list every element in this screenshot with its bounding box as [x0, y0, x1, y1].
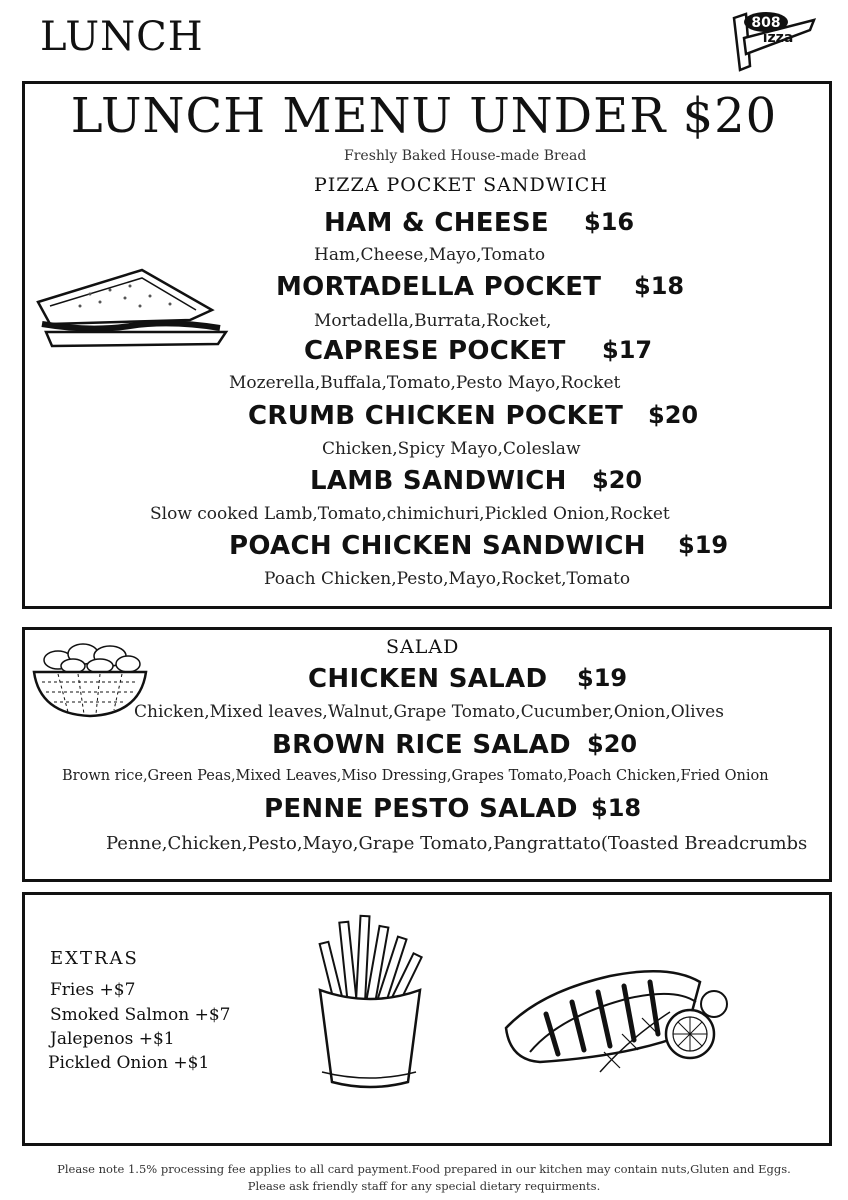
menu-title: LUNCH MENU UNDER $20: [70, 88, 778, 144]
menu-item-name: CAPRESE POCKET: [304, 336, 566, 366]
extras-title: EXTRAS: [50, 948, 139, 969]
menu-item-description: Mortadella,Burrata,Rocket,: [314, 311, 552, 331]
salad-item-price: $20: [587, 730, 638, 758]
menu-item-price: $18: [634, 272, 685, 300]
extra-item: Jalepenos +$1: [50, 1029, 175, 1049]
menu-item-price: $19: [678, 531, 729, 559]
menu-item-price: $20: [592, 466, 643, 494]
sandwich-icon: [30, 262, 230, 358]
menu-item-description: Slow cooked Lamb,Tomato,chimichuri,Pickled Onion,Rocket: [150, 504, 670, 524]
pizza-logo: [726, 8, 818, 74]
salad-item-description: Brown rice,Green Peas,Mixed Leaves,Miso Dressing,Grapes Tomato,Poach Chicken,Fried Onion: [62, 768, 769, 784]
menu-item-name: MORTADELLA POCKET: [276, 272, 602, 302]
svg-text:izza: izza: [762, 30, 794, 46]
svg-text:808: 808: [751, 15, 781, 31]
extra-item: Smoked Salmon +$7: [50, 1005, 231, 1025]
menu-item-description: Chicken,Spicy Mayo,Coleslaw: [322, 439, 581, 459]
menu-item-description: Mozerella,Buffala,Tomato,Pesto Mayo,Rocket: [229, 373, 621, 393]
menu-item-description: Poach Chicken,Pesto,Mayo,Rocket,Tomato: [264, 569, 631, 589]
salad-item-price: $19: [577, 664, 628, 692]
menu-item-name: POACH CHICKEN SANDWICH: [229, 531, 646, 561]
extra-item: Fries +$7: [50, 980, 136, 1000]
salad-item-description: Chicken,Mixed leaves,Walnut,Grape Tomato,Cucumber,Onion,Olives: [134, 702, 724, 722]
footer-dietary-note: Please ask friendly staff for any special dietary requirments.: [247, 1179, 601, 1193]
salad-item-description: Penne,Chicken,Pesto,Mayo,Grape Tomato,Pangrattato(Toasted Breadcrumbs: [106, 833, 808, 854]
page-title: LUNCH: [40, 14, 204, 60]
menu-subtitle: Freshly Baked House-made Bread: [344, 148, 587, 164]
salad-item-name: BROWN RICE SALAD: [272, 730, 571, 760]
menu-item-name: HAM & CHEESE: [324, 208, 549, 238]
menu-item-price: $17: [602, 336, 653, 364]
menu-item-price: $20: [648, 401, 699, 429]
salmon-icon: [500, 942, 732, 1080]
salad-item-name: CHICKEN SALAD: [308, 664, 548, 694]
extra-item: Pickled Onion +$1: [48, 1053, 210, 1073]
menu-item-description: Ham,Cheese,Mayo,Tomato: [314, 245, 546, 265]
menu-item-name: CRUMB CHICKEN POCKET: [248, 401, 624, 431]
menu-item-name: LAMB SANDWICH: [310, 466, 567, 496]
menu-item-price: $16: [584, 208, 635, 236]
footer-note: Please note 1.5% processing fee applies to all card payment.Food prepared in our kitchen may contain nuts,Gluten and Eggs.: [57, 1162, 791, 1176]
salad-item-price: $18: [591, 794, 642, 822]
fries-icon: [312, 912, 428, 1096]
section-heading-pizza-pocket: PIZZA POCKET SANDWICH: [314, 174, 608, 196]
section-heading-salad: SALAD: [386, 636, 460, 658]
salad-item-name: PENNE PESTO SALAD: [264, 794, 578, 824]
